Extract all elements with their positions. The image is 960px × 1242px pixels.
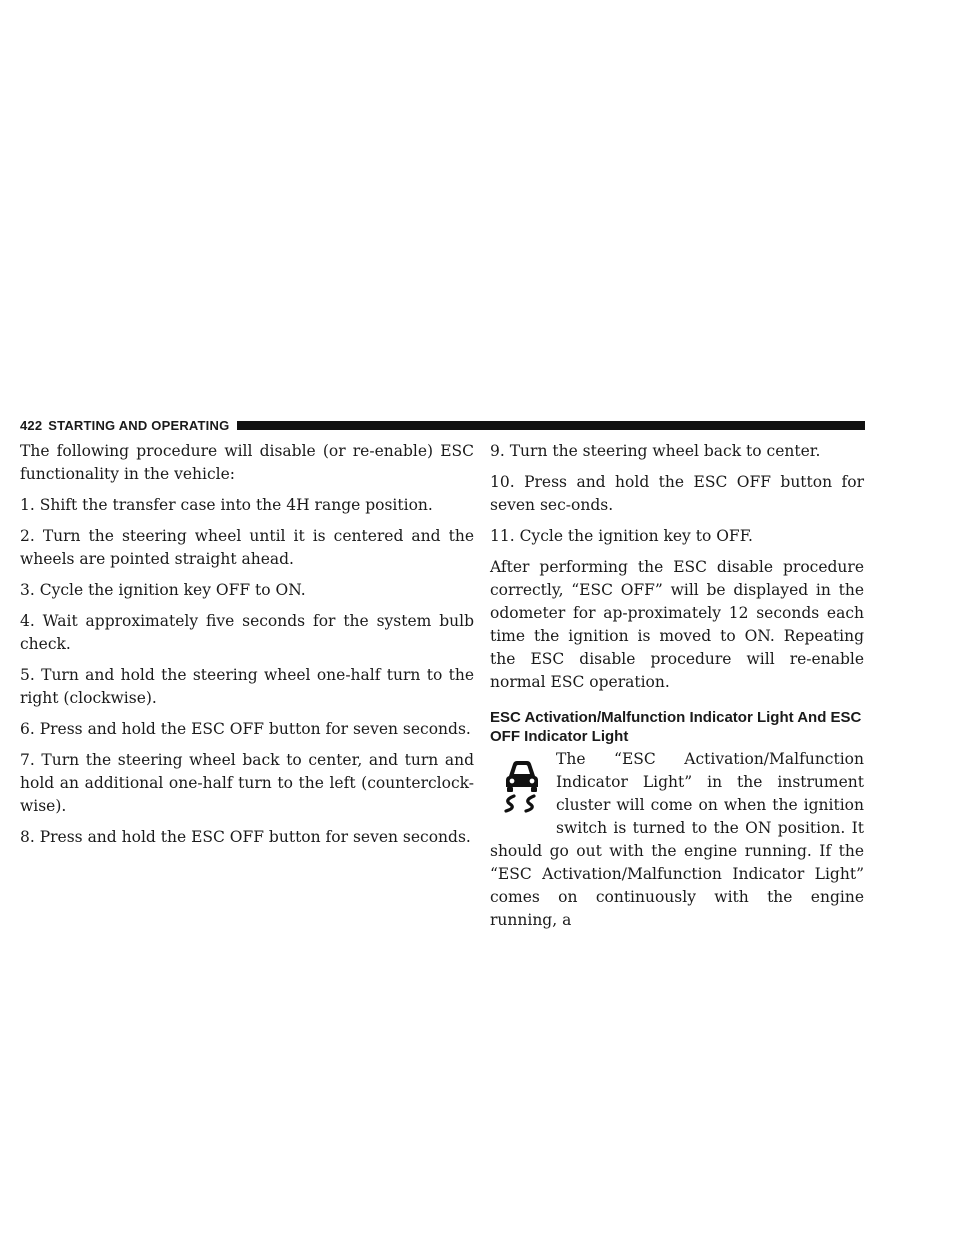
header-rule bbox=[237, 421, 865, 430]
step-10: 10. Press and hold the ESC OFF button for seven sec-onds. bbox=[490, 473, 864, 514]
esc-off-paragraph: After performing the ESC disable procedure correctly, “ESC OFF” will be displayed in the odometer for ap-proximately 12 seconds each time the ignition is moved to ON. Repeating the ESC disable procedure will re-enable normal ESC operation. bbox=[490, 558, 864, 691]
step-9: 9. Turn the steering wheel back to center. bbox=[490, 442, 821, 460]
step-1: 1. Shift the transfer case into the 4H range position. bbox=[20, 496, 433, 514]
section-heading: ESC Activation/Malfunction Indicator Light And ESC OFF Indicator Light bbox=[490, 709, 862, 745]
right-column bbox=[490, 440, 864, 932]
page-number: 422 bbox=[20, 417, 43, 433]
step-5: 5. Turn and hold the steering wheel one-half turn to the right (clockwise). bbox=[20, 666, 474, 707]
step-7: 7. Turn the steering wheel back to center, and turn and hold an additional one-half turn to the left (counterclock-wise). bbox=[20, 751, 474, 815]
step-4: 4. Wait approximately five seconds for the system bulb check. bbox=[20, 612, 474, 653]
left-column bbox=[20, 440, 474, 857]
esc-skid-car-icon bbox=[500, 754, 544, 814]
step-2: 2. Turn the steering wheel until it is centered and the wheels are pointed straight ahead. bbox=[20, 527, 474, 568]
indicator-light-paragraph: The “ESC Activation/Malfunction Indicator Light” in the instrument cluster will come on when the ignition switch is turned to the ON position. It should go out with the engine running. If the “ESC Activation/Malfunction Indicator Light” comes on continuously with the engine running, a bbox=[490, 750, 864, 929]
step-3: 3. Cycle the ignition key OFF to ON. bbox=[20, 581, 306, 599]
step-8: 8. Press and hold the ESC OFF button for seven seconds. bbox=[20, 828, 471, 846]
step-11: 11. Cycle the ignition key to OFF. bbox=[490, 527, 753, 545]
indicator-light-block bbox=[490, 748, 864, 932]
step-6: 6. Press and hold the ESC OFF button for seven seconds. bbox=[20, 720, 471, 738]
page-header bbox=[20, 416, 865, 434]
intro-paragraph: The following procedure will disable (or re-enable) ESC functionality in the vehicle: bbox=[20, 442, 474, 483]
section-title: STARTING AND OPERATING bbox=[48, 417, 230, 433]
